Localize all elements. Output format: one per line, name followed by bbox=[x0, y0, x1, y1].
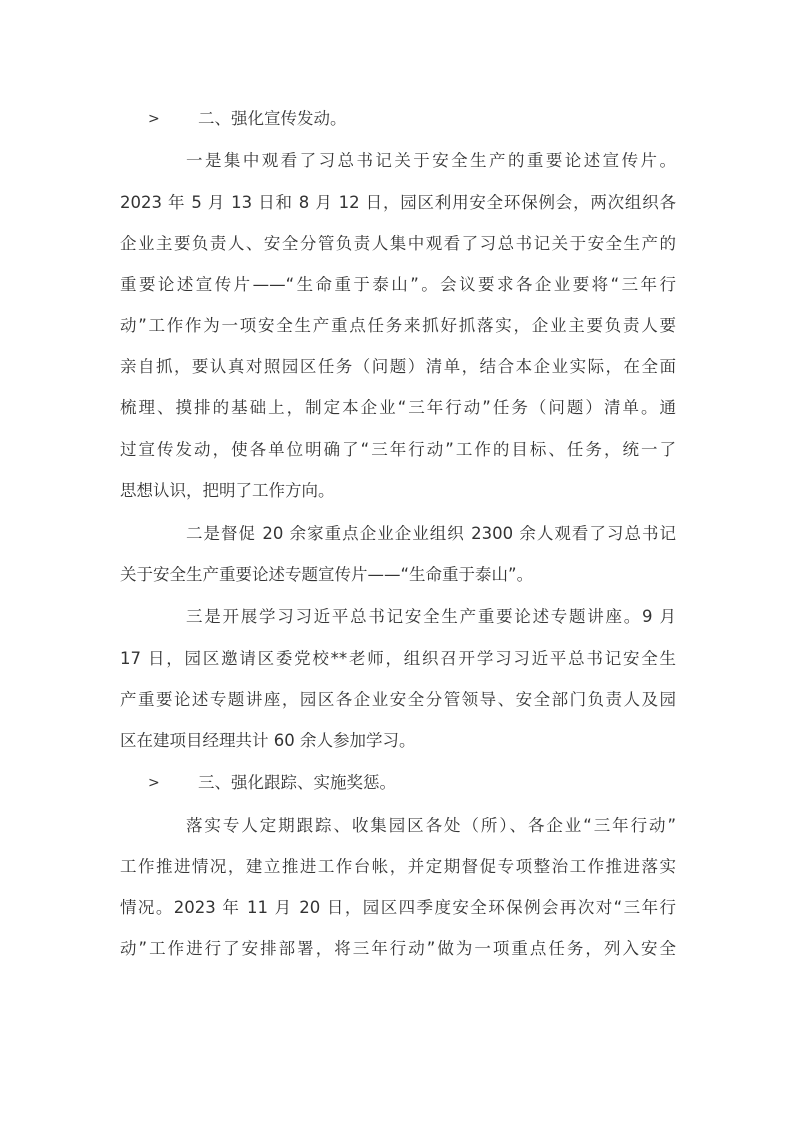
paragraph-line: 梳理、摸排的基础上，制定本企业“三年行动”任务（问题）清单。通 bbox=[120, 398, 676, 417]
section-3-marker: > bbox=[148, 775, 160, 791]
paragraph-line: 过宣传发动，使各单位明确了“三年行动”工作的目标、任务，统一了 bbox=[120, 440, 676, 459]
paragraph-line: 区在建项目经理共计 60 余人参加学习。 bbox=[120, 731, 416, 750]
paragraph-line: 亲自抓，要认真对照园区任务（问题）清单，结合本企业实际，在全面 bbox=[120, 357, 676, 376]
paragraph-line: 二是督促 20 余家重点企业企业组织 2300 余人观看了习总书记 bbox=[186, 524, 676, 543]
paragraph-line: 三是开展学习习近平总书记安全生产重要论述专题讲座。9 月 bbox=[186, 607, 676, 626]
paragraph-line: 落实专人定期跟踪、收集园区各处（所）、各企业“三年行动” bbox=[186, 816, 676, 835]
section-2-heading: 二、强化宣传发动。 bbox=[198, 109, 347, 128]
paragraph-line: 一是集中观看了习总书记关于安全生产的重要论述宣传片。 bbox=[186, 151, 676, 170]
paragraph-line: 17 日，园区邀请区委党校**老师，组织召开学习习近平总书记安全生 bbox=[120, 649, 676, 668]
paragraph-line: 2023 年 5 月 13 日和 8 月 12 日，园区利用安全环保例会，两次组织各 bbox=[120, 193, 676, 212]
paragraph-line: 企业主要负责人、安全分管负责人集中观看了习总书记关于安全生产的 bbox=[120, 234, 676, 253]
paragraph-line: 产重要论述专题讲座，园区各企业安全分管领导、安全部门负责人及园 bbox=[120, 690, 676, 709]
section-2-marker: > bbox=[148, 111, 160, 127]
paragraph-line: 情况。2023 年 11 月 20 日，园区四季度安全环保例会再次对“三年行 bbox=[120, 898, 676, 917]
paragraph-line: 动”工作作为一项安全生产重点任务来抓好抓落实，企业主要负责人要 bbox=[120, 316, 676, 335]
paragraph-line: 动”工作进行了安排部署，将三年行动”做为一项重点任务，列入安全 bbox=[120, 939, 676, 958]
paragraph-line: 工作推进情况，建立推进工作台帐，并定期督促专项整治工作推进落实 bbox=[120, 857, 676, 876]
paragraph-line: 重要论述宣传片——“生命重于泰山”。会议要求各企业要将“三年行 bbox=[120, 275, 676, 294]
paragraph-line: 关于安全生产重要论述专题宣传片——“生命重于泰山”。 bbox=[120, 565, 534, 584]
section-3-heading: 三、强化跟踪、实施奖惩。 bbox=[198, 773, 396, 792]
paragraph-line: 思想认识，把明了工作方向。 bbox=[120, 481, 335, 500]
